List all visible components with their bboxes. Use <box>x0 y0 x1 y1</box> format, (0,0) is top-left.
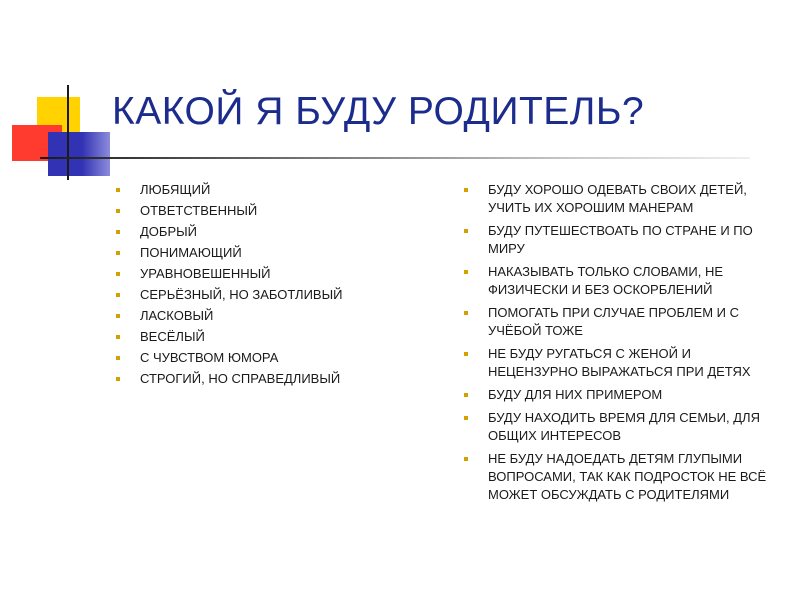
blue-square <box>48 132 110 176</box>
list-item <box>463 181 783 217</box>
list-item-label: УРАВНОВЕШЕННЫЙ <box>140 266 271 281</box>
list-item <box>463 450 783 504</box>
list-item-label: ПОНИМАЮЩИЙ <box>140 245 242 260</box>
list-item <box>463 222 783 258</box>
list-item-label: ДОБРЫЙ <box>140 224 197 239</box>
qualities-list <box>115 181 405 391</box>
list-item <box>463 386 783 404</box>
title-underline <box>40 157 750 159</box>
list-item <box>115 265 405 283</box>
bullet-icon <box>464 311 468 315</box>
bullet-icon <box>116 293 120 297</box>
bullet-icon <box>464 416 468 420</box>
list-item <box>115 181 405 199</box>
list-item-label: НЕ БУДУ НАДОЕДАТЬ ДЕТЯМ ГЛУПЫМИ ВОПРОСАМИ, ТАК КАК ПОДРОСТОК НЕ ВСЁ МОЖЕТ ОБСУЖДАТЬ С РОДИТЕЛЯМИ <box>488 451 767 502</box>
bullet-icon <box>464 188 468 192</box>
list-item <box>115 223 405 241</box>
list-item <box>115 328 405 346</box>
bullet-icon <box>116 188 120 192</box>
list-item-label: НЕ БУДУ РУГАТЬСЯ С ЖЕНОЙ И НЕЦЕНЗУРНО ВЫРАЖАТЬСЯ ПРИ ДЕТЯХ <box>488 346 751 379</box>
bullet-icon <box>464 352 468 356</box>
list-item-label: БУДУ ДЛЯ НИХ ПРИМЕРОМ <box>488 387 663 402</box>
plans-list <box>463 181 783 509</box>
list-item <box>115 349 405 367</box>
list-item-label: ВЕСЁЛЫЙ <box>140 329 205 344</box>
bullet-icon <box>464 270 468 274</box>
list-item-label: БУДУ ПУТЕШЕСТВОАТЬ ПО СТРАНЕ И ПО МИРУ <box>488 223 753 256</box>
bullet-icon <box>116 272 120 276</box>
list-item <box>115 286 405 304</box>
list-item-label: ОТВЕТСТВЕННЫЙ <box>140 203 258 218</box>
bullet-icon <box>116 251 120 255</box>
list-item-label: ЛАСКОВЫЙ <box>140 308 214 323</box>
list-item <box>115 244 405 262</box>
bullet-icon <box>116 314 120 318</box>
bullet-icon <box>116 377 120 381</box>
bullet-icon <box>116 356 120 360</box>
list-item-label: БУДУ НАХОДИТЬ ВРЕМЯ ДЛЯ СЕМЬИ, ДЛЯ ОБЩИХ ИНТЕРЕСОВ <box>488 410 760 443</box>
list-item <box>463 345 783 381</box>
bullet-icon <box>116 335 120 339</box>
list-item-label: С ЧУВСТВОМ ЮМОРА <box>140 350 279 365</box>
list-item-label: БУДУ ХОРОШО ОДЕВАТЬ СВОИХ ДЕТЕЙ, УЧИТЬ ИХ ХОРОШИМ МАНЕРАМ <box>488 182 747 215</box>
bullet-icon <box>464 393 468 397</box>
list-item <box>115 307 405 325</box>
list-item-label: СТРОГИЙ, НО СПРАВЕДЛИВЫЙ <box>140 371 341 386</box>
list-item-label: ЛЮБЯЩИЙ <box>140 182 211 197</box>
bullet-icon <box>116 230 120 234</box>
list-item-label: ПОМОГАТЬ ПРИ СЛУЧАЕ ПРОБЛЕМ И С УЧЁБОЙ ТОЖЕ <box>488 305 739 338</box>
vertical-rule <box>67 85 69 180</box>
list-item-label: СЕРЬЁЗНЫЙ, НО ЗАБОТЛИВЫЙ <box>140 287 343 302</box>
list-item <box>115 202 405 220</box>
list-item-label: НАКАЗЫВАТЬ ТОЛЬКО СЛОВАМИ, НЕ ФИЗИЧЕСКИ И БЕЗ ОСКОРБЛЕНИЙ <box>488 264 723 297</box>
bullet-icon <box>464 229 468 233</box>
list-item <box>463 304 783 340</box>
list-item <box>463 409 783 445</box>
slide-title: КАКОЙ Я БУДУ РОДИТЕЛЬ? <box>112 90 645 133</box>
list-item <box>463 263 783 299</box>
bullet-icon <box>464 457 468 461</box>
list-item <box>115 370 405 388</box>
bullet-icon <box>116 209 120 213</box>
